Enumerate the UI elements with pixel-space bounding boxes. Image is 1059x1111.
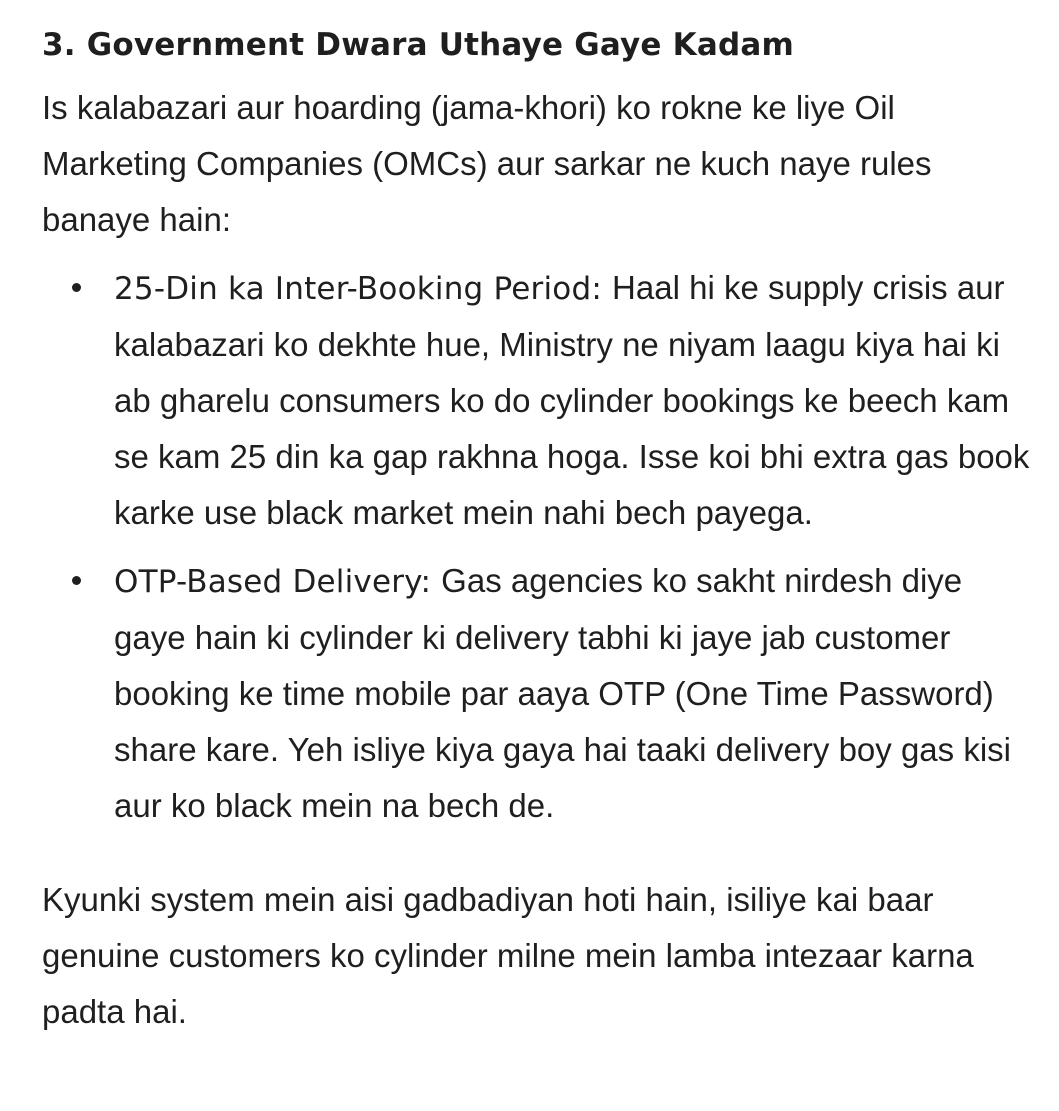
intro-paragraph: Is kalabazari aur hoarding (jama-khori) ko rokne ke liye Oil Marketing Companies (OMCs) aur sarkar ne kuch naye rules banaye hain: [42, 89, 932, 238]
list-item [42, 553, 1034, 834]
bullet-text: Gas agencies ko sakht nirdesh diye gaye hain ki cylinder ki delivery tabhi ki jaye jab customer booking ke time mobile par aaya OTP (One Time Password) share kare. Yeh isliye kiya gaya hai taaki delivery boy gas kisi aur ko black mein na bech de. [114, 562, 1011, 824]
bullet-title: 25-Din ka Inter-Booking Period: [114, 271, 613, 307]
section-heading: 3. Government Dwara Uthaye Gaye Kadam [42, 27, 795, 63]
bullet-dot-icon [72, 283, 81, 292]
bullet-title: OTP-Based Delivery: [114, 564, 442, 600]
bullet-text: Haal hi ke supply crisis aur kalabazari ko dekhte hue, Ministry ne niyam laagu kiya hai ki ab gharelu consumers ko do cylinder bookings ke beech kam se kam 25 din ka gap rakhna hoga. Isse koi bhi extra gas book karke use black market mein nahi bech payega. [114, 269, 1030, 531]
article-section [42, 20, 1042, 1040]
closing-paragraph: Kyunki system mein aisi gadbadiyan hoti hain, isiliye kai baar genuine customers ko cylinder milne mein lamba intezaar karna padta hai. [42, 881, 974, 1030]
rules-list [42, 260, 1042, 834]
bullet-dot-icon [72, 576, 81, 585]
list-item [42, 260, 1034, 541]
